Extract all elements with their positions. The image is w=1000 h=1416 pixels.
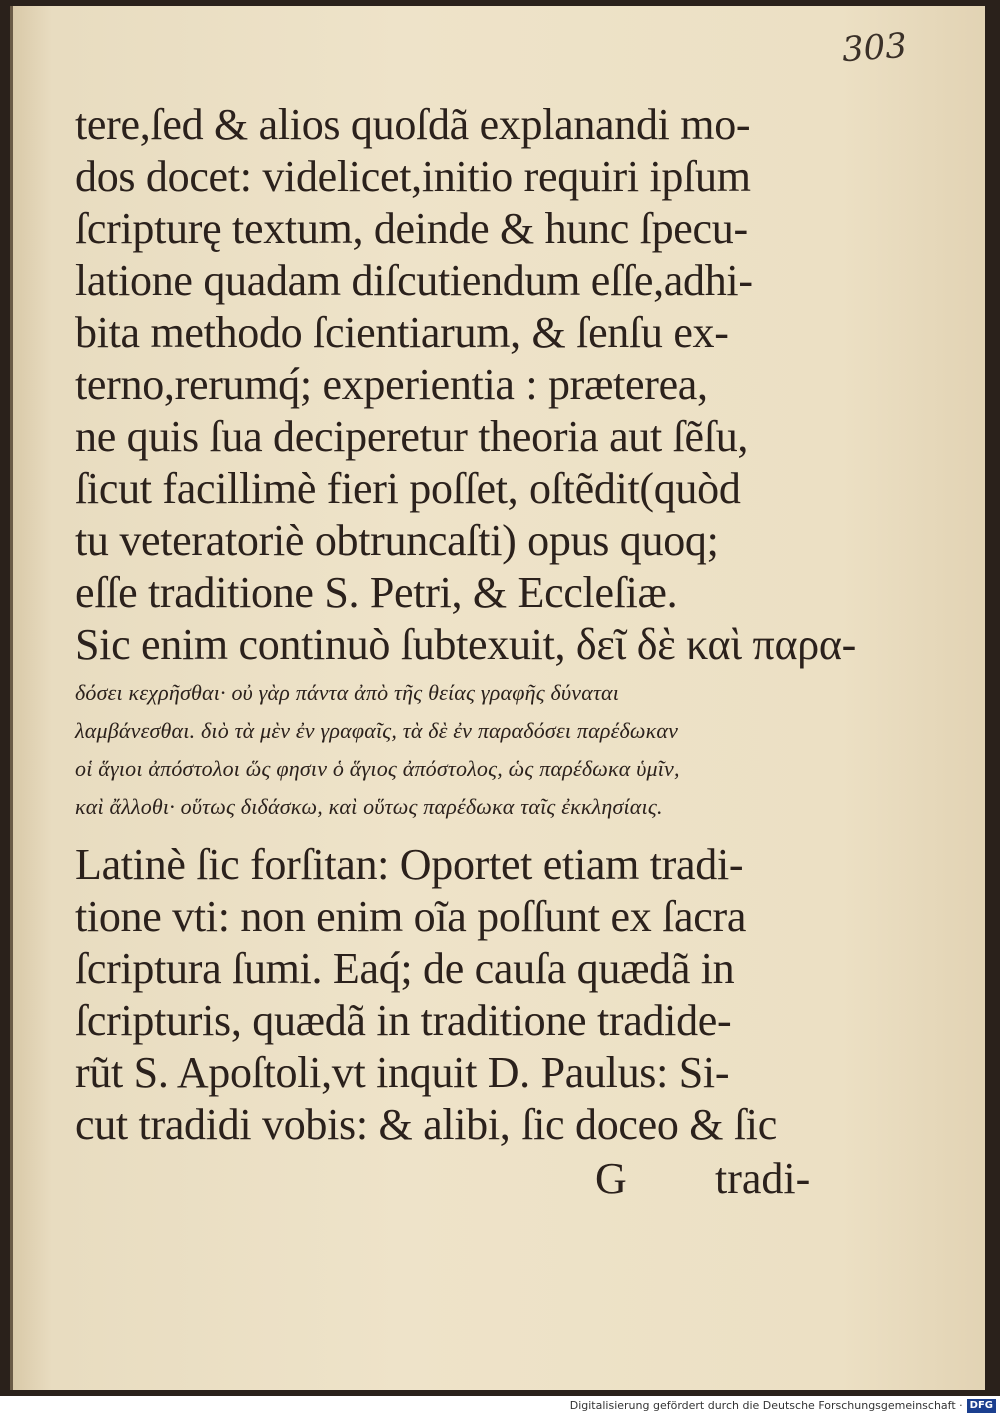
- text-line: cut tradidi vobis: & alibi, ſic doceo & ſic: [75, 1100, 777, 1149]
- text-line: latione quadam diſcutiendum eſſe,adhi-: [75, 256, 753, 305]
- text-line: ſcripturę textum, deinde & hunc ſpecu-: [75, 204, 748, 253]
- text-line: ne quis ſua deciperetur theoria aut ſẽſu,: [75, 412, 749, 461]
- text-line: terno,rerumq́; experientia : præterea,: [75, 360, 708, 409]
- text-line: bita methodo ſcientiarum, & ſenſu ex-: [75, 308, 729, 357]
- page-number: 303: [840, 25, 909, 71]
- text-line: tere,ſed & alios quoſdã explanandi mo-: [75, 100, 751, 149]
- greek-line: οἱ ἅγιοι ἀπόστολοι ὥς φησιν ὁ ἅγιος ἀπόστολος, ὡς παρέδωκα ὑμῖν,: [75, 756, 680, 781]
- dfg-logo: DFG: [967, 1399, 996, 1413]
- text-line: Latinè ſic forſitan: Oportet etiam tradi-: [75, 840, 744, 889]
- page-foot: [75, 1152, 835, 1206]
- text-line: Sic enim continuò ſubtexuit, δεῖ δὲ καὶ παρα-: [75, 620, 856, 669]
- text-line: rũt S. Apoſtoli,vt inquit D. Paulus: Si-: [75, 1048, 730, 1097]
- text-line: dos docet: videlicet,initio requiri ipſum: [75, 152, 751, 201]
- catchword: tradi-: [715, 1154, 811, 1203]
- text-line: ſcriptura ſumi. Eaq́; de cauſa quædã in: [75, 944, 735, 993]
- book-page: [10, 6, 985, 1390]
- text-line: tu veteratoriè obtruncaſti) opus quoq;: [75, 516, 719, 565]
- text-line: tione vti: non enim oĩa poſſunt ex ſacra: [75, 892, 747, 941]
- text-line: eſſe traditione S. Petri, & Eccleſiæ.: [75, 568, 678, 617]
- greek-line: δόσει κεχρῆσθαι· οὐ γὰρ πάντα ἀπὸ τῆς θείας γραφῆς δύναται: [75, 680, 620, 705]
- signature-mark: G: [595, 1154, 627, 1203]
- text-line: ſicut facillimè fieri poſſet, oſtẽdit(quòd: [75, 464, 741, 513]
- greek-line: λαμβάνεσθαι. διὸ τὰ μὲν ἐν γραφαῖς, τὰ δὲ ἐν παραδόσει παρέδωκαν: [75, 718, 679, 743]
- text-line: ſcripturis, quædã in traditione tradide-: [75, 996, 732, 1045]
- digitization-footer: [0, 1396, 1000, 1416]
- funding-notice: Digitalisierung gefördert durch die Deutsche Forschungsgemeinschaft ·: [569, 1399, 963, 1412]
- greek-line: καὶ ἄλλοθι· οὕτως διδάσκω, καὶ οὕτως παρέδωκα ταῖς ἐκκλησίαις.: [75, 794, 663, 819]
